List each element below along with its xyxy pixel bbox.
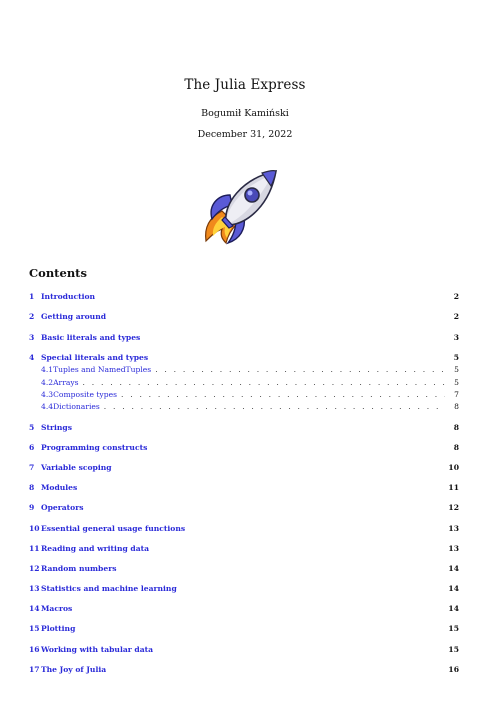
toc-entry-label: Macros [41,604,73,613]
toc-leader-dots [121,389,445,401]
toc-entry-page: 5 [454,365,459,374]
toc-entry-label: Introduction [41,292,96,301]
toc-leader-dots [155,364,445,376]
toc-section-link[interactable] [29,462,459,474]
toc-entry-label: Special literals and types [41,353,149,362]
toc-entry-page: 2 [453,292,459,301]
toc-entry-label: Basic literals and types [41,333,141,342]
toc-entry-page: 8 [454,402,459,411]
toc-section-link[interactable] [29,563,459,575]
toc-section-link[interactable] [29,644,459,656]
toc-entry-label: Working with tabular data [41,645,154,654]
toc-section-link[interactable] [29,352,459,364]
toc-entry-label: Tuples and NamedTuples [53,365,152,374]
toc-entry-page: 5 [454,378,459,387]
toc-entry-number: 4 [29,353,35,362]
toc-entry-page: 13 [448,524,459,533]
toc-entry-page: 12 [448,503,459,512]
toc-entry-label: Variable scoping [41,463,112,472]
toc-entry-label: Composite types [53,390,117,399]
toc-section-link[interactable] [29,523,459,535]
contents-heading: Contents [29,266,87,280]
toc-entry-number: 13 [29,584,40,593]
toc-entry-number: 7 [29,463,35,472]
toc-subsection-link[interactable] [29,389,459,401]
rocket-icon [200,165,286,245]
toc-entry-label: Dictionaries [53,402,100,411]
toc-entry-label: Statistics and machine learning [41,584,177,593]
toc-section-link[interactable] [29,291,459,303]
toc-entry-page: 14 [448,604,459,613]
toc-entry-number: 2 [29,312,35,321]
document-title: The Julia Express [184,77,306,93]
toc-entry-number: 10 [29,524,40,533]
toc-section-link[interactable] [29,623,459,635]
toc-entry-number: 4.2 [41,378,54,387]
toc-entry-page: 13 [448,544,459,553]
toc-section-link[interactable] [29,332,459,344]
toc-entry-number: 8 [29,483,35,492]
toc-entry-label: Operators [41,503,84,512]
toc-subsection-link[interactable] [29,364,459,376]
toc-entry-number: 3 [29,333,35,342]
toc-entry-label: Strings [41,423,72,432]
toc-entry-page: 8 [453,443,459,452]
document-date: December 31, 2022 [197,129,293,140]
toc-entry-page: 15 [448,645,459,654]
toc-entry-label: Essential general usage functions [41,524,186,533]
toc-subsection-link[interactable] [29,377,459,389]
toc-entry-number: 6 [29,443,35,452]
toc-entry-page: 16 [448,665,459,674]
toc-entry-number: 4.3 [41,390,54,399]
toc-entry-label: The Joy of Julia [41,665,107,674]
toc-entry-label: Getting around [41,312,107,321]
toc-entry-page: 14 [448,564,459,573]
toc-entry-page: 14 [448,584,459,593]
toc-section-link[interactable] [29,442,459,454]
toc-entry-label: Reading and writing data [41,544,150,553]
toc-entry-label: Plotting [41,624,76,633]
toc-section-link[interactable] [29,482,459,494]
toc-entry-number: 11 [29,544,40,553]
toc-entry-page: 8 [453,423,459,432]
toc-section-link[interactable] [29,543,459,555]
toc-entry-number: 16 [29,645,40,654]
toc-entry-number: 12 [29,564,40,573]
toc-entry-page: 3 [453,333,459,342]
toc-entry-page: 10 [448,463,459,472]
toc-section-link[interactable] [29,664,459,676]
toc-leader-dots [104,401,445,413]
toc-entry-page: 2 [453,312,459,321]
toc-entry-page: 11 [448,483,459,492]
toc-entry-label: Arrays [53,378,79,387]
toc-entry-number: 14 [29,604,40,613]
toc-subsection-link[interactable] [29,401,459,413]
toc-leader-dots [83,377,445,389]
toc-entry-number: 5 [29,423,35,432]
toc-entry-page: 5 [453,353,459,362]
toc-section-link[interactable] [29,603,459,615]
toc-section-link[interactable] [29,422,459,434]
toc-entry-label: Programming constructs [41,443,148,452]
toc-entry-number: 4.1 [41,365,54,374]
toc-entry-number: 17 [29,665,40,674]
toc-section-link[interactable] [29,583,459,595]
document-author: Bogumił Kamiński [201,108,289,119]
toc-section-link[interactable] [29,502,459,514]
toc-entry-label: Random numbers [41,564,117,573]
toc-entry-number: 9 [29,503,35,512]
toc-entry-page: 15 [448,624,459,633]
toc-entry-number: 1 [29,292,35,301]
toc-entry-label: Modules [41,483,78,492]
toc-entry-page: 7 [454,390,459,399]
toc-section-link[interactable] [29,311,459,323]
toc-entry-number: 15 [29,624,40,633]
toc-entry-number: 4.4 [41,402,54,411]
